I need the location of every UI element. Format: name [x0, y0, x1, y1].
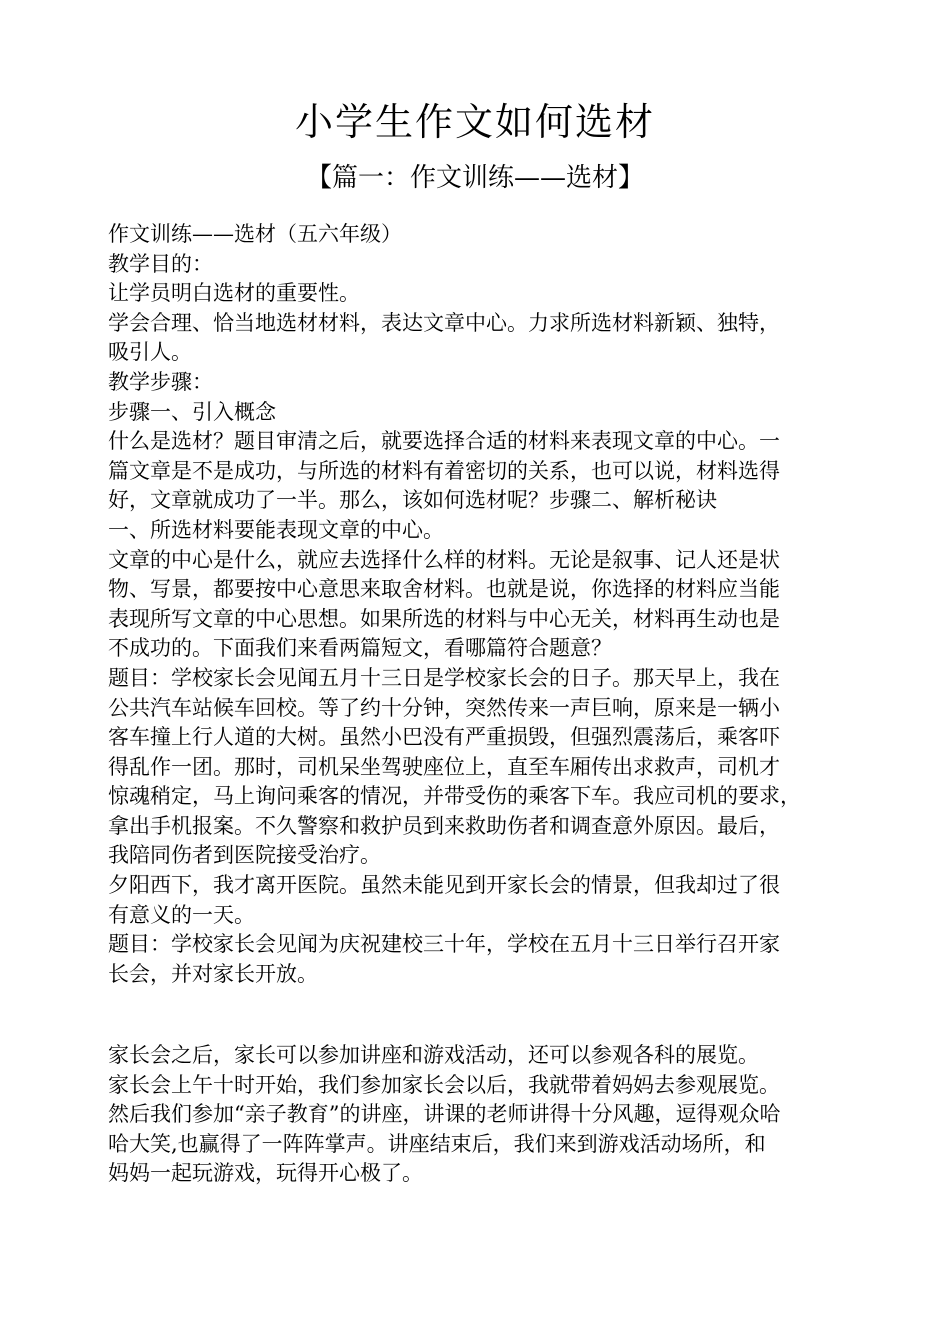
body-text-part-1 — [108, 220, 866, 989]
text-line: 然后我们参加“亲子教育”的讲座，讲课的老师讲得十分风趣，逗得观众哈 — [108, 1102, 781, 1127]
text-line: 有意义的一天。 — [108, 902, 255, 927]
text-line: 学会合理、恰当地选材材料，表达文章中心。力求所选材料新颖、独特， — [108, 310, 780, 335]
text-line: 一、所选材料要能表现文章的中心。 — [108, 517, 444, 542]
text-line: 吸引人。 — [108, 340, 192, 365]
text-line: 什么是选材？题目审清之后，就要选择合适的材料来表现文章的中心。一 — [108, 429, 780, 454]
text-line: 好，文章就成功了一半。那么，该如何选材呢？步骤二、解析秘诀 — [108, 488, 717, 513]
text-line: 拿出手机报案。不久警察和救护员到来救助伤者和调查意外原因。最后， — [108, 813, 780, 838]
text-line: 得乱作一团。那时，司机呆坐驾驶座位上，直至车厢传出求救声，司机才 — [108, 754, 780, 779]
text-line: 教学步骤： — [108, 369, 213, 394]
body-text-part-2 — [108, 1041, 866, 1189]
text-line: 教学目的： — [108, 251, 213, 276]
text-line: 表现所写文章的中心思想。如果所选的材料与中心无关，材料再生动也是 — [108, 606, 780, 631]
text-line: 家长会上午十时开始，我们参加家长会以后，我就带着妈妈去参观展览。 — [108, 1072, 780, 1097]
text-line: 哈大笑,也赢得了一阵阵掌声。讲座结束后，我们来到游戏活动场所，和 — [108, 1131, 766, 1156]
text-line: 篇文章是不是成功，与所选的材料有着密切的关系，也可以说，材料选得 — [108, 458, 780, 483]
text-line: 步骤一、引入概念 — [108, 399, 276, 424]
section-subtitle: 【篇一：作文训练——选材】 — [305, 163, 644, 193]
text-line: 妈妈一起玩游戏，玩得开心极了。 — [108, 1161, 423, 1186]
text-line: 物、写景，都要按中心意思来取舍材料。也就是说，你选择的材料应当能 — [108, 577, 780, 602]
text-line: 题目：学校家长会见闻为庆祝建校三十年，学校在五月十三日举行召开家 — [108, 932, 780, 957]
text-line: 让学员明白选材的重要性。 — [108, 281, 360, 306]
text-line: 作文训练——选材（五六年级） — [108, 222, 402, 246]
text-line: 长会，并对家长开放。 — [108, 961, 318, 986]
text-line: 公共汽车站候车回校。等了约十分钟，突然传来一声巨响，原来是一辆小 — [108, 695, 780, 720]
text-line: 不成功的。下面我们来看两篇短文，看哪篇符合题意？ — [108, 636, 612, 661]
text-line: 我陪同伤者到医院接受治疗。 — [108, 843, 381, 868]
text-line: 夕阳西下，我才离开医院。虽然未能见到开家长会的情景，但我却过了很 — [108, 873, 780, 898]
text-line: 客车撞上行人道的大树。虽然小巴没有严重损毁，但强烈震荡后，乘客吓 — [108, 725, 780, 750]
text-line: 文章的中心是什么，就应去选择什么样的材料。无论是叙事、记人还是状 — [108, 547, 780, 572]
text-line: 家长会之后，家长可以参加讲座和游戏活动，还可以参观各科的展览。 — [108, 1043, 759, 1067]
page-title: 小学生作文如何选材 — [294, 100, 655, 144]
text-line: 题目：学校家长会见闻五月十三日是学校家长会的日子。那天早上，我在 — [108, 665, 780, 690]
text-line: 惊魂稍定，马上询问乘客的情况，并带受伤的乘客下车。我应司机的要求， — [108, 784, 801, 809]
